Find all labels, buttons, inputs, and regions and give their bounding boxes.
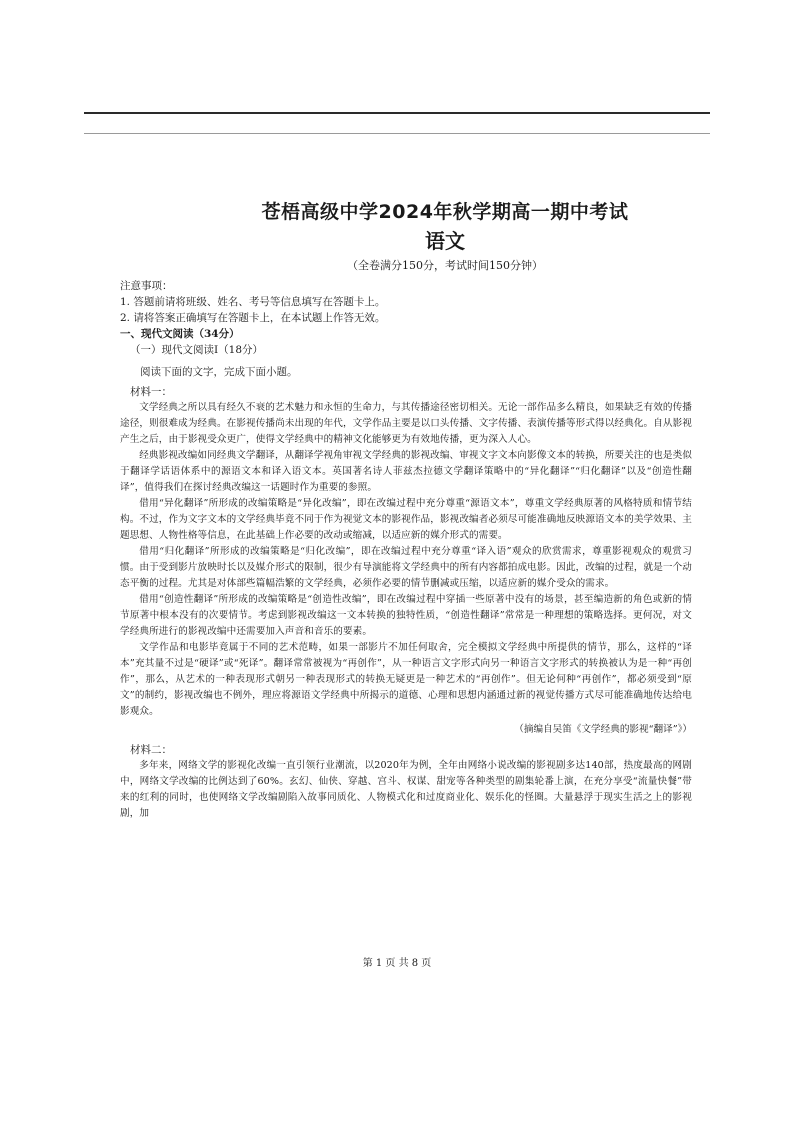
material-paragraph: 经典影视改编如同经典文学翻译，从翻译学视角审视文学经典的影视改编、审视文字文本向影像文本的转换，所要关注的也是类似于翻译学话语体系中的源语文本和译入语文本。英国著名诗人菲兹杰拉德文学翻译策略中的“异化翻译”“归化翻译”以及“创造性翻译”，值得我们在探讨经典改编这一话题时作为重要的参照。 [120,450,692,493]
material-paragraph: 文学经典之所以具有经久不衰的艺术魅力和永恒的生命力，与其传播途径密切相关。无论一部作品多么精良，如果缺乏有效的传播途径，则很难成为经典。在影视传播尚未出现的年代，文学作品主要是以口头传播、文字传播、表演传播等形式得以经典化。自从影视产生之后，由于影视受众更广，使得文学经典中的精神文化能够更为有效地传播，更为深入人心。 [120,402,692,445]
exam-body [120,278,692,918]
exam-meta: （全卷满分150分，考试时间150分钟） [347,259,543,272]
scan-border-line-faint [84,133,710,134]
material-paragraph: 文学作品和电影毕竟属于不同的艺术范畴，如果一部影片不加任何取舍，完全模拟文学经典中所提供的情节，那么，这样的“译本”充其量不过是“硬译”或“死译”。翻译常常被视为“再创作”，从一种语言文字形式向另一种语言文字形式的转换被认为是一种“再创作”，那么，从艺术的一种表现形式朝另一种表现形式的转换无疑更是一种艺术的“再创作”。但无论何种“再创作”，都必须受到“原文”的制约，影视改编也不例外，理应将源语文学经典中所揭示的道德、心理和思想内涵通过新的视觉传播方式尽可能准确地传达给电影观众。 [120,642,692,717]
exam-subject: 语文 [425,229,465,253]
material-paragraph: 借用“归化翻译”所形成的改编策略是“归化改编”，即在改编过程中充分尊重“译入语”观众的欣赏需求，尊重影视观众的观赏习惯。由于受到影片放映时长以及媒介形式的限制，很少有导演能将文学经典中的所有内容都拍成电影。因此，改编的过程，就是一个动态平衡的过程。尤其是对体部些篇幅浩繁的文学经典，必须作必要的情节删减或压缩，以适应新的媒介受众的需求。 [120,546,692,589]
scan-border-line [84,112,710,114]
reading-instruction: 阅读下面的文字，完成下面小题。 [140,366,298,378]
notice-item: 1. 答题前请将班级、姓名、考号等信息填写在答题卡上。 [120,296,386,308]
notice-heading: 注意事项： [120,280,173,292]
material-source: （摘编自吴笛《文学经典的影视“翻译”》） [514,724,692,735]
material-paragraph: 借用“异化翻译”所形成的改编策略是“异化改编”，即在改编过程中充分尊重“源语文本”，尊重文学经典原著的风格特质和情节结构。不过，作为文字文本的文学经典毕竟不同于作为视觉文本的影视作品，影视改编者必须尽可能准确地反映源语文本的美学效果、主题思想、人物性格等信息，在此基础上作必要的改动或缩减，以适应新的媒介形式的需要。 [120,498,692,541]
material-label: 材料一： [130,386,172,398]
material-label: 材料二： [130,744,172,756]
sub-section-heading: （一）现代文阅读Ⅰ（18分） [130,344,264,356]
page-number: 第 1 页 共 8 页 [362,958,432,969]
exam-title: 苍梧高级中学2024年秋学期高一期中考试 [261,201,629,223]
notice-item: 2. 请将答案正确填写在答题卡上，在本试题上作答无效。 [120,312,386,324]
material-paragraph: 多年来，网络文学的影视化改编一直引领行业潮流，以2020年为例，全年由网络小说改编的影视剧多达140部，热度最高的网剧中，网络文学改编的比例达到了60%。玄幻、仙侠、穿越、宫斗、权谋、甜宠等各种类型的剧集轮番上演，在充分享受“流量快餐”带来的红利的同时，也使网络文学改编剧陷入故事同质化、人物模式化和过度商业化、娱乐化的怪圈。大量悬浮于现实生活之上的影视剧，加 [120,760,692,819]
material-paragraph: 借用“创造性翻译”所形成的改编策略是“创造性改编”，即在改编过程中穿插一些原著中没有的场景，甚至编造新的角色或新的情节原著中根本没有的次要情节。考虑到影视改编这一文本转换的独特性质，“创造性翻译”常常是一种理想的策略选择。更何况，对文学经典所进行的影视改编中还需要加入声音和音乐的要素。 [120,594,692,637]
section-heading: 一、现代文阅读（34分） [120,328,240,340]
